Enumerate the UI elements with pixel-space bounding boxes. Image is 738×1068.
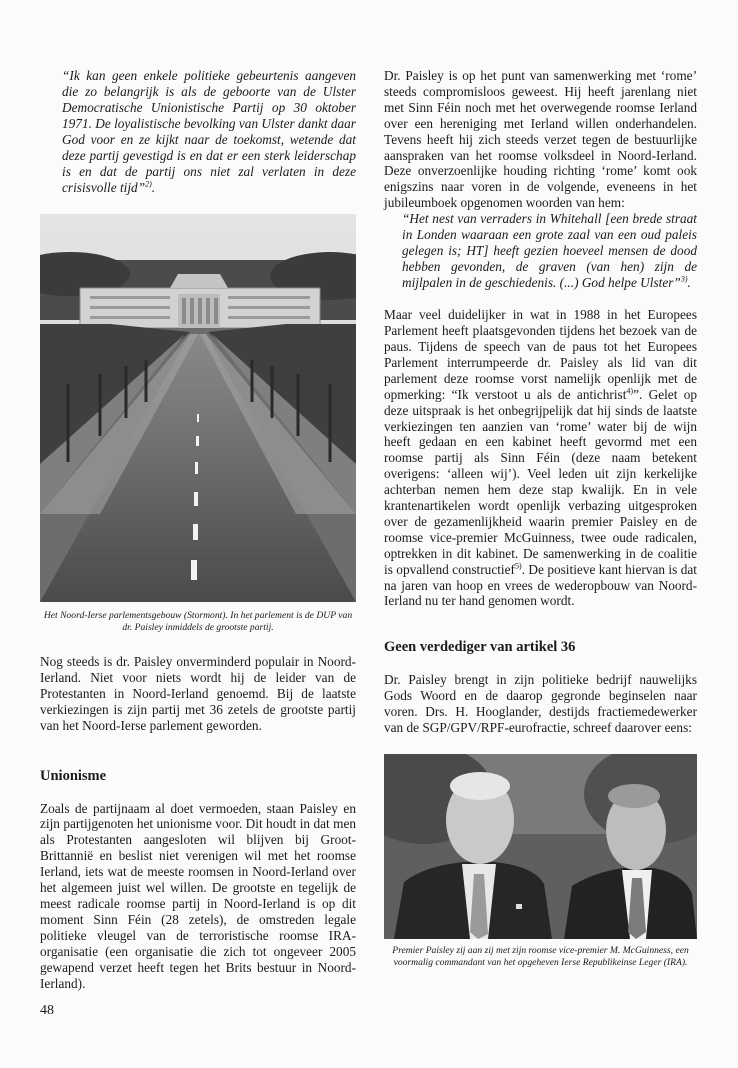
paragraph: Nog steeds is dr. Paisley onverminderd populair in Noord-Ierland. Niet voor niets wordt hij de leider van de Protestanten in Noord-Ierland genoemd. Bij de laatste verkiezingen is zijn partij met 36 zetels de grootste partij van het Noord-Ierse parlement geworden. bbox=[40, 654, 356, 733]
opening-quote: “Ik kan geen enkele politieke gebeurtenis aangeven die zo belangrijk is als de geboorte van de Ulster Democratische Unionistische Partij op 30 oktober 1971. De loyalistische bevolking van Ulster dankt daar God voor en ze kijkt naar de toekomst, wetende dat deze partij gevestigd is en dat er een sterk leiderschap is en dat de partij ons niet zal verlaten in deze crisisvolle tijd”$^{2)}$. bbox=[62, 68, 356, 195]
block-quote: “Het nest van verraders in Whitehall [een brede straat in Londen waaraan een grote zaal van een oud paleis gelegen is; HT] heeft gezien hoeveel mensen de dood hebben gevonden, de graven (van hen) zijn de mijlpalen in de geschiedenis. (...) God helpe Ulster”$^{3)}$. bbox=[402, 211, 697, 291]
section-heading: Unionisme bbox=[40, 767, 107, 784]
stormont-photo bbox=[40, 214, 356, 602]
paisley-mcguinness-photo bbox=[384, 754, 697, 939]
right-column bbox=[384, 68, 697, 969]
left-column bbox=[40, 68, 356, 991]
paragraph: Dr. Paisley brengt in zijn politieke bedrijf nauwelijks Gods Woord en de daarop gegronde beginselen naar voren. Drs. H. Hooglander, destijds fractiemedewerker van de SGP/GPV/RPF-eurofractie, schreef daarover eens: bbox=[384, 672, 697, 736]
section-heading: Geen verdediger van artikel 36 bbox=[384, 639, 576, 656]
paragraph: Dr. Paisley is op het punt van samenwerking met ‘rome’ steeds compromisloos geweest. Hij heeft jarenlang niet met Sinn Féin noch met het overwegende roomse Ierland over een hereniging met Ierland willen onderhandelen. Tevens heeft hij zich steeds verzet tegen de bestuurlijke aanspraken van het roomse volksdeel in Noord-Ierland. Deze onverzoenlijke houding richting ‘rome’ komt ook enigszins naar voren in de volgende, eveneens in het jubileumboek opgenomen woorden van hem: bbox=[384, 68, 697, 211]
paisley-photo-caption: Premier Paisley zij aan zij met zijn roomse vice-premier M. McGuinness, een voormalig commandant van het opgeheven Ierse Republikeinse Leger (IRA). bbox=[392, 945, 689, 968]
stormont-photo-caption: Het Noord-Ierse parlementsgebouw (Stormont). In het parlement is de DUP van dr. Paisley inmiddels de grootste partij. bbox=[43, 610, 353, 633]
paragraph: Zoals de partijnaam al doet vermoeden, staan Paisley en zijn partijgenoten het unionisme voor. Dit houdt in dat men als Protestanten aangesloten wil blijven bij Groot-Brittannië en beslist niet verenigen wil met het roomse Ierland, iets wat de meeste roomsen in Noord-Ierland over het algemeen juist wel willen. De grootste en tegelijk de meest radicale roomse partij in Noord-Ierland is op dit moment Sinn Féin (28 zetels), de omstreden legale politieke vleugel van de terroristische roomse IRA-organisatie (een organisatie die zich tot ongeveer 2005 gewapend verzet heeft tegen het Brits bestuur in Noord-Ierland). bbox=[40, 800, 356, 991]
page-number: 48 bbox=[40, 1003, 54, 1018]
paragraph: Maar veel duidelijker in wat in 1988 in het Europees Parlement heeft plaatsgevonden tijdens het bezoek van de paus. Tijdens de speech van de paus tot het Europees Parlement interrumpeerde dr. Paisley als lid van dit parlement deze roomse vorst namelijk openlijk met de opmerking: “Ik verstoot u als de antichrist$^{4)}$”. Gelet op deze uitspraak is het onbegrijpelijk dat hij sinds de laatste verkiezingen ten aanzien van ‘rome’ water bij de wijn heeft gedaan en een kabinet heeft gevormd met een roomse partij als Sinn Féin (deze naam betekent overigens: ‘alleen wij’). Veel leden uit zijn kerkelijke achterban nemen hem deze stap kwalijk. En in vele krantenartikelen wordt openlijk verbazing uitgesproken over de gezamenlijkheid waarin premier Paisley en de roomse vice-premier McGuinness, twee oude radicalen, optrekken in dit kabinet. De samenwerking in de coalitie is opvallend constructief$^{5)}$. De positieve kant hiervan is dat na jaren van hoop en vrees de wederopbouw van Noord-Ierland nu ter hand genomen wordt. bbox=[384, 307, 698, 609]
